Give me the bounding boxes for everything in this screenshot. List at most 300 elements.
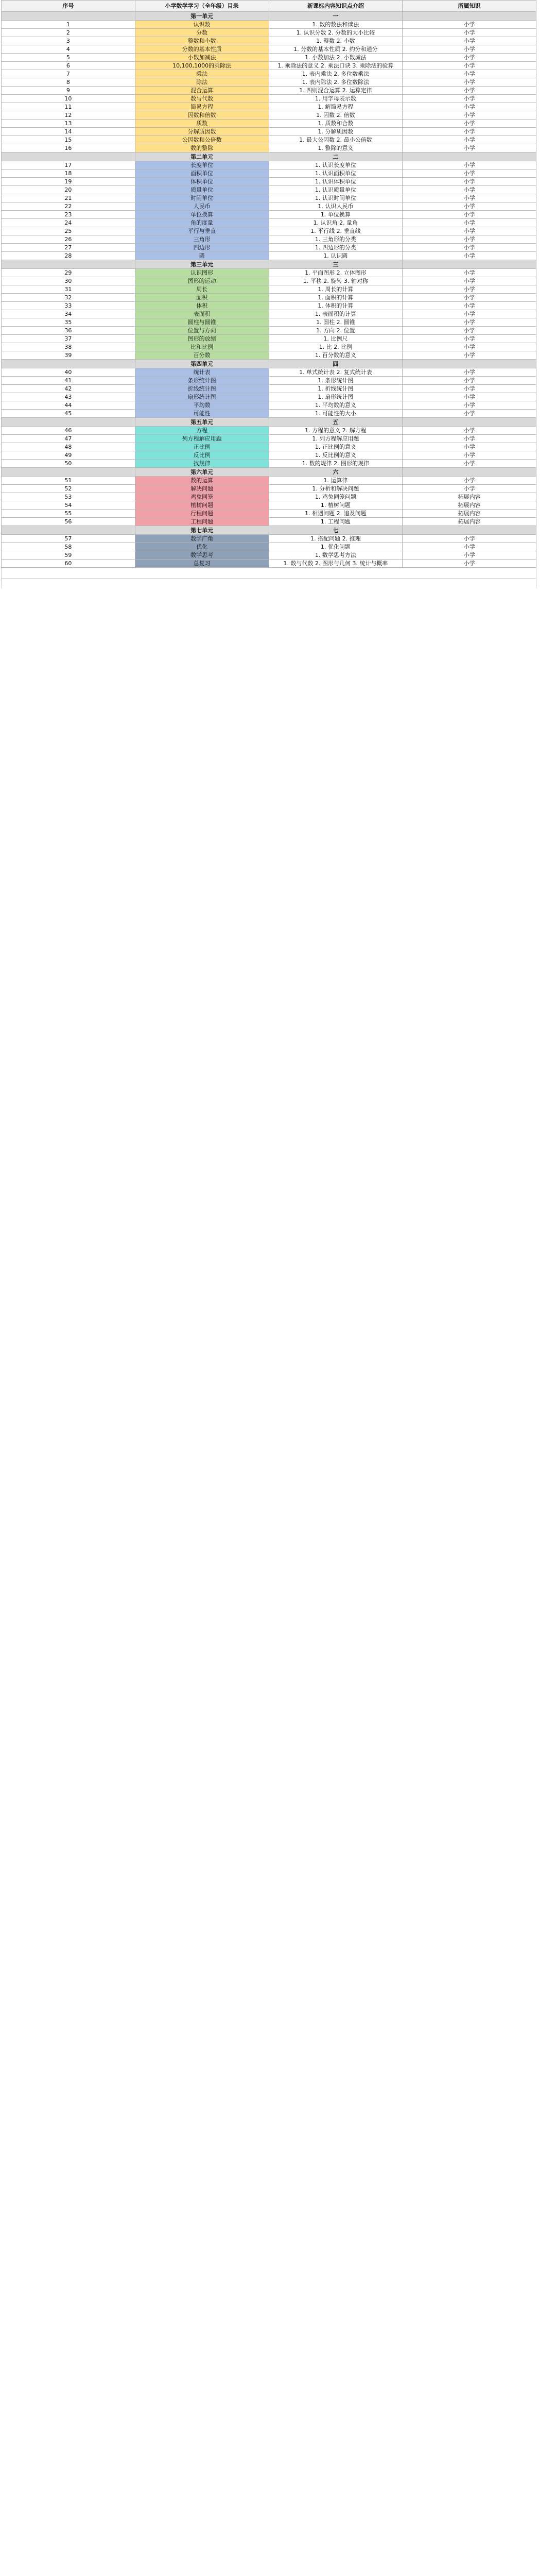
row-number: 35 <box>2 318 135 327</box>
lesson-title: 数的整除 <box>135 144 269 152</box>
lesson-content: 1. 周长的计算 <box>269 285 403 294</box>
table-row <box>2 170 536 178</box>
lesson-content: 1. 平行线 2. 垂直线 <box>269 227 403 235</box>
table-row <box>2 343 536 351</box>
lesson-content: 1. 最大公因数 2. 最小公倍数 <box>269 136 403 144</box>
lesson-title: 位置与方向 <box>135 327 269 335</box>
row-number: 7 <box>2 70 135 78</box>
lesson-title: 正比例 <box>135 443 269 451</box>
lesson-content: 1. 表面积的计算 <box>269 310 403 318</box>
table-row <box>2 161 536 170</box>
table-row <box>2 219 536 227</box>
row-number: 38 <box>2 343 135 351</box>
lesson-title: 混合运算 <box>135 87 269 95</box>
category-tag: 拓展内容 <box>403 518 536 526</box>
row-number: 41 <box>2 377 135 385</box>
row-number: 57 <box>2 535 135 543</box>
lesson-title: 认识数 <box>135 21 269 29</box>
category-tag: 小学 <box>403 37 536 45</box>
unit-header-row <box>2 468 536 477</box>
lesson-title: 图形的运动 <box>135 277 269 285</box>
lesson-content: 1. 认识角 2. 量角 <box>269 219 403 227</box>
table-row <box>2 211 536 219</box>
row-number: 13 <box>2 120 135 128</box>
row-number: 60 <box>2 560 135 568</box>
category-tag: 小学 <box>403 451 536 460</box>
row-number: 15 <box>2 136 135 144</box>
unit-title: 第四单元 <box>135 360 269 368</box>
row-number: 40 <box>2 368 135 377</box>
category-tag: 小学 <box>403 560 536 568</box>
unit-title: 第五单元 <box>135 418 269 427</box>
unit-header-row <box>2 418 536 427</box>
category-tag: 小学 <box>403 427 536 435</box>
category-tag: 小学 <box>403 202 536 211</box>
category-tag: 小学 <box>403 485 536 493</box>
table-row <box>2 302 536 310</box>
table-row <box>2 144 536 152</box>
unit-label: 一 <box>269 12 403 21</box>
category-tag: 小学 <box>403 227 536 235</box>
category-tag: 小学 <box>403 244 536 252</box>
table-row <box>2 485 536 493</box>
category-tag: 小学 <box>403 29 536 37</box>
row-number: 16 <box>2 144 135 152</box>
table-row <box>2 194 536 202</box>
category-tag: 小学 <box>403 235 536 244</box>
category-tag: 小学 <box>403 477 536 485</box>
category-tag: 小学 <box>403 377 536 385</box>
category-tag: 小学 <box>403 368 536 377</box>
lesson-title: 数与代数 <box>135 95 269 103</box>
lesson-content: 1. 植树问题 <box>269 501 403 510</box>
lesson-title: 数学思考 <box>135 551 269 560</box>
lesson-content: 1. 整除的意义 <box>269 144 403 152</box>
category-tag: 小学 <box>403 252 536 260</box>
table-row <box>2 70 536 78</box>
lesson-title: 认识图形 <box>135 269 269 277</box>
table-row <box>2 103 536 111</box>
category-tag: 小学 <box>403 54 536 62</box>
row-number: 58 <box>2 543 135 551</box>
lesson-title: 工程问题 <box>135 518 269 526</box>
lesson-title: 数的运算 <box>135 477 269 485</box>
lesson-title: 表面积 <box>135 310 269 318</box>
unit-header-row <box>2 526 536 535</box>
unit-no-cell <box>2 418 135 427</box>
table-row <box>2 460 536 468</box>
lesson-content: 1. 平面图形 2. 立体图形 <box>269 269 403 277</box>
lesson-title: 可能性 <box>135 410 269 418</box>
lesson-content: 1. 四边形的分类 <box>269 244 403 252</box>
table-row <box>2 244 536 252</box>
row-number: 22 <box>2 202 135 211</box>
lesson-title: 优化 <box>135 543 269 551</box>
lesson-title: 数学广角 <box>135 535 269 543</box>
unit-label: 二 <box>269 152 403 161</box>
table-row <box>2 535 536 543</box>
lesson-title: 人民币 <box>135 202 269 211</box>
lesson-content: 1. 质数和合数 <box>269 120 403 128</box>
table-body <box>2 12 536 568</box>
category-tag: 拓展内容 <box>403 493 536 501</box>
category-tag: 小学 <box>403 285 536 294</box>
lesson-title: 面积单位 <box>135 170 269 178</box>
lesson-title: 质量单位 <box>135 186 269 194</box>
unit-no-cell <box>2 468 135 477</box>
row-number: 50 <box>2 460 135 468</box>
lesson-title: 简易方程 <box>135 103 269 111</box>
lesson-title: 质数 <box>135 120 269 128</box>
table-row <box>2 178 536 186</box>
lesson-title: 公因数和公倍数 <box>135 136 269 144</box>
unit-header-row <box>2 12 536 21</box>
unit-label: 七 <box>269 526 403 535</box>
lesson-title: 体积 <box>135 302 269 310</box>
category-tag: 小学 <box>403 78 536 87</box>
row-number: 28 <box>2 252 135 260</box>
table-row <box>2 186 536 194</box>
category-tag: 小学 <box>403 95 536 103</box>
lesson-title: 因数和倍数 <box>135 111 269 120</box>
header-tag: 所属知识 <box>403 1 536 12</box>
lesson-title: 鸡兔同笼 <box>135 493 269 501</box>
table-row <box>2 29 536 37</box>
category-tag: 小学 <box>403 385 536 393</box>
lesson-content: 1. 面积的计算 <box>269 294 403 302</box>
table-row <box>2 477 536 485</box>
category-tag: 小学 <box>403 551 536 560</box>
lesson-content: 1. 分析和解决问题 <box>269 485 403 493</box>
row-number: 34 <box>2 310 135 318</box>
row-number: 36 <box>2 327 135 335</box>
unit-no-cell <box>2 12 135 21</box>
category-tag: 小学 <box>403 21 536 29</box>
unit-label: 六 <box>269 468 403 477</box>
table-row <box>2 202 536 211</box>
table-row <box>2 45 536 54</box>
row-number: 48 <box>2 443 135 451</box>
lesson-title: 时间单位 <box>135 194 269 202</box>
row-number: 17 <box>2 161 135 170</box>
unit-title: 第六单元 <box>135 468 269 477</box>
row-number: 53 <box>2 493 135 501</box>
toc-table <box>1 0 536 568</box>
table-row <box>2 410 536 418</box>
category-tag: 小学 <box>403 269 536 277</box>
table-row <box>2 62 536 70</box>
table-row <box>2 401 536 410</box>
table-row <box>2 451 536 460</box>
lesson-title: 找规律 <box>135 460 269 468</box>
category-tag: 小学 <box>403 103 536 111</box>
table-row <box>2 385 536 393</box>
table-row <box>2 120 536 128</box>
lesson-content: 1. 扇形统计图 <box>269 393 403 401</box>
lesson-content: 1. 反比例的意义 <box>269 451 403 460</box>
table-row <box>2 294 536 302</box>
table-row <box>2 501 536 510</box>
category-tag: 小学 <box>403 351 536 360</box>
lesson-title: 扇形统计图 <box>135 393 269 401</box>
table-row <box>2 21 536 29</box>
row-number: 24 <box>2 219 135 227</box>
row-number: 43 <box>2 393 135 401</box>
lesson-content: 1. 四则混合运算 2. 运算定律 <box>269 87 403 95</box>
unit-tag-cell <box>403 468 536 477</box>
category-tag: 小学 <box>403 211 536 219</box>
lesson-content: 1. 圆柱 2. 圆锥 <box>269 318 403 327</box>
lesson-title: 百分数 <box>135 351 269 360</box>
category-tag: 小学 <box>403 435 536 443</box>
table-row <box>2 285 536 294</box>
lesson-content: 1. 平移 2. 旋转 3. 轴对称 <box>269 277 403 285</box>
row-number: 14 <box>2 128 135 136</box>
row-number: 44 <box>2 401 135 410</box>
row-number: 31 <box>2 285 135 294</box>
row-number: 51 <box>2 477 135 485</box>
lesson-content: 1. 单位换算 <box>269 211 403 219</box>
lesson-content: 1. 搭配问题 2. 推理 <box>269 535 403 543</box>
table-row <box>2 493 536 501</box>
table-row <box>2 377 536 385</box>
empty-sheet-area <box>1 568 536 588</box>
lesson-content: 1. 单式统计表 2. 复式统计表 <box>269 368 403 377</box>
category-tag: 小学 <box>403 335 536 343</box>
category-tag: 小学 <box>403 343 536 351</box>
unit-title: 第二单元 <box>135 152 269 161</box>
lesson-content: 1. 方程的意义 2. 解方程 <box>269 427 403 435</box>
lesson-title: 单位换算 <box>135 211 269 219</box>
category-tag: 小学 <box>403 460 536 468</box>
row-number: 10 <box>2 95 135 103</box>
table-row <box>2 136 536 144</box>
category-tag: 小学 <box>403 543 536 551</box>
row-number: 4 <box>2 45 135 54</box>
lesson-content: 1. 整数 2. 小数 <box>269 37 403 45</box>
lesson-content: 1. 正比例的意义 <box>269 443 403 451</box>
unit-tag-cell <box>403 152 536 161</box>
table-row <box>2 37 536 45</box>
header-no: 序号 <box>2 1 135 12</box>
row-number: 9 <box>2 87 135 95</box>
table-row <box>2 235 536 244</box>
unit-label: 四 <box>269 360 403 368</box>
category-tag: 小学 <box>403 45 536 54</box>
lesson-title: 分解质因数 <box>135 128 269 136</box>
lesson-title: 行程问题 <box>135 510 269 518</box>
lesson-title: 反比例 <box>135 451 269 460</box>
lesson-title: 分数的基本性质 <box>135 45 269 54</box>
lesson-title: 植树问题 <box>135 501 269 510</box>
category-tag: 小学 <box>403 535 536 543</box>
unit-title: 第三单元 <box>135 260 269 269</box>
lesson-title: 小数加减法 <box>135 54 269 62</box>
table-row <box>2 128 536 136</box>
lesson-title: 三角形 <box>135 235 269 244</box>
category-tag: 小学 <box>403 178 536 186</box>
unit-tag-cell <box>403 12 536 21</box>
lesson-title: 方程 <box>135 427 269 435</box>
lesson-title: 条形统计图 <box>135 377 269 385</box>
unit-header-row <box>2 360 536 368</box>
category-tag: 小学 <box>403 144 536 152</box>
lesson-content: 1. 认识时间单位 <box>269 194 403 202</box>
lesson-content: 1. 认识质量单位 <box>269 186 403 194</box>
lesson-title: 10,100,1000的乘除法 <box>135 62 269 70</box>
table-row <box>2 277 536 285</box>
row-number: 49 <box>2 451 135 460</box>
lesson-content: 1. 比例尺 <box>269 335 403 343</box>
lesson-title: 长度单位 <box>135 161 269 170</box>
row-number: 47 <box>2 435 135 443</box>
lesson-content: 1. 数与代数 2. 图形与几何 3. 统计与概率 <box>269 560 403 568</box>
lesson-title: 列方程解应用题 <box>135 435 269 443</box>
unit-no-cell <box>2 360 135 368</box>
category-tag: 小学 <box>403 120 536 128</box>
unit-header-row <box>2 260 536 269</box>
table-row <box>2 252 536 260</box>
table-row <box>2 54 536 62</box>
lesson-content: 1. 分数的基本性质 2. 约分和通分 <box>269 45 403 54</box>
row-number: 5 <box>2 54 135 62</box>
row-number: 6 <box>2 62 135 70</box>
table-row <box>2 518 536 526</box>
table-row <box>2 351 536 360</box>
table-row <box>2 327 536 335</box>
lesson-content: 1. 认识面积单位 <box>269 170 403 178</box>
table-row <box>2 543 536 551</box>
lesson-content: 1. 三角形的分类 <box>269 235 403 244</box>
unit-title: 第一单元 <box>135 12 269 21</box>
row-number: 45 <box>2 410 135 418</box>
table-row <box>2 393 536 401</box>
category-tag: 小学 <box>403 393 536 401</box>
lesson-content: 1. 相遇问题 2. 追及问题 <box>269 510 403 518</box>
unit-label: 五 <box>269 418 403 427</box>
table-row <box>2 111 536 120</box>
lesson-title: 角的度量 <box>135 219 269 227</box>
unit-tag-cell <box>403 260 536 269</box>
row-number: 21 <box>2 194 135 202</box>
table-row <box>2 368 536 377</box>
lesson-title: 折线统计图 <box>135 385 269 393</box>
lesson-title: 乘法 <box>135 70 269 78</box>
lesson-title: 分数 <box>135 29 269 37</box>
lesson-content: 1. 数的数法和读法 <box>269 21 403 29</box>
table-row <box>2 78 536 87</box>
unit-tag-cell <box>403 526 536 535</box>
lesson-content: 1. 体积的计算 <box>269 302 403 310</box>
row-number: 11 <box>2 103 135 111</box>
row-number: 26 <box>2 235 135 244</box>
row-number: 18 <box>2 170 135 178</box>
table-row <box>2 269 536 277</box>
unit-tag-cell <box>403 360 536 368</box>
lesson-content: 1. 列方程解应用题 <box>269 435 403 443</box>
row-number: 19 <box>2 178 135 186</box>
unit-no-cell <box>2 260 135 269</box>
lesson-title: 平均数 <box>135 401 269 410</box>
lesson-title: 圆柱与圆锥 <box>135 318 269 327</box>
lesson-content: 1. 因数 2. 倍数 <box>269 111 403 120</box>
lesson-title: 体积单位 <box>135 178 269 186</box>
lesson-content: 1. 比 2. 比例 <box>269 343 403 351</box>
unit-header-row <box>2 152 536 161</box>
row-number: 23 <box>2 211 135 219</box>
lesson-title: 整数和小数 <box>135 37 269 45</box>
category-tag: 拓展内容 <box>403 501 536 510</box>
row-number: 20 <box>2 186 135 194</box>
lesson-title: 面积 <box>135 294 269 302</box>
lesson-content: 1. 认识人民币 <box>269 202 403 211</box>
lesson-content: 1. 认识长度单位 <box>269 161 403 170</box>
category-tag: 小学 <box>403 87 536 95</box>
lesson-content: 1. 数学思考方法 <box>269 551 403 560</box>
lesson-content: 1. 表内乘法 2. 多位数乘法 <box>269 70 403 78</box>
category-tag: 拓展内容 <box>403 510 536 518</box>
row-number: 59 <box>2 551 135 560</box>
lesson-content: 1. 方向 2. 位置 <box>269 327 403 335</box>
category-tag: 小学 <box>403 62 536 70</box>
unit-title: 第七单元 <box>135 526 269 535</box>
unit-label: 三 <box>269 260 403 269</box>
category-tag: 小学 <box>403 401 536 410</box>
row-number: 55 <box>2 510 135 518</box>
lesson-title: 图形的放缩 <box>135 335 269 343</box>
lesson-content: 1. 百分数的意义 <box>269 351 403 360</box>
lesson-title: 总复习 <box>135 560 269 568</box>
table-row <box>2 551 536 560</box>
unit-tag-cell <box>403 418 536 427</box>
table-row <box>2 427 536 435</box>
category-tag: 小学 <box>403 70 536 78</box>
category-tag: 小学 <box>403 161 536 170</box>
row-number: 25 <box>2 227 135 235</box>
lesson-content: 1. 平均数的意义 <box>269 401 403 410</box>
lesson-content: 1. 表内除法 2. 多位数除法 <box>269 78 403 87</box>
lesson-content: 1. 分解质因数 <box>269 128 403 136</box>
category-tag: 小学 <box>403 410 536 418</box>
table-row <box>2 227 536 235</box>
category-tag: 小学 <box>403 294 536 302</box>
row-number: 27 <box>2 244 135 252</box>
row-number: 54 <box>2 501 135 510</box>
lesson-content: 1. 认识圆 <box>269 252 403 260</box>
row-number: 30 <box>2 277 135 285</box>
row-number: 39 <box>2 351 135 360</box>
table-row <box>2 310 536 318</box>
category-tag: 小学 <box>403 318 536 327</box>
row-number: 37 <box>2 335 135 343</box>
table-row <box>2 435 536 443</box>
lesson-title: 统计表 <box>135 368 269 377</box>
row-number: 46 <box>2 427 135 435</box>
row-number: 52 <box>2 485 135 493</box>
table-row <box>2 318 536 327</box>
lesson-content: 1. 条形统计图 <box>269 377 403 385</box>
lesson-content: 1. 认识体积单位 <box>269 178 403 186</box>
category-tag: 小学 <box>403 219 536 227</box>
row-number: 33 <box>2 302 135 310</box>
row-number: 8 <box>2 78 135 87</box>
table-row <box>2 510 536 518</box>
row-number: 42 <box>2 385 135 393</box>
lesson-content: 1. 解简易方程 <box>269 103 403 111</box>
table-row <box>2 443 536 451</box>
lesson-content: 1. 用字母表示数 <box>269 95 403 103</box>
table-row <box>2 335 536 343</box>
